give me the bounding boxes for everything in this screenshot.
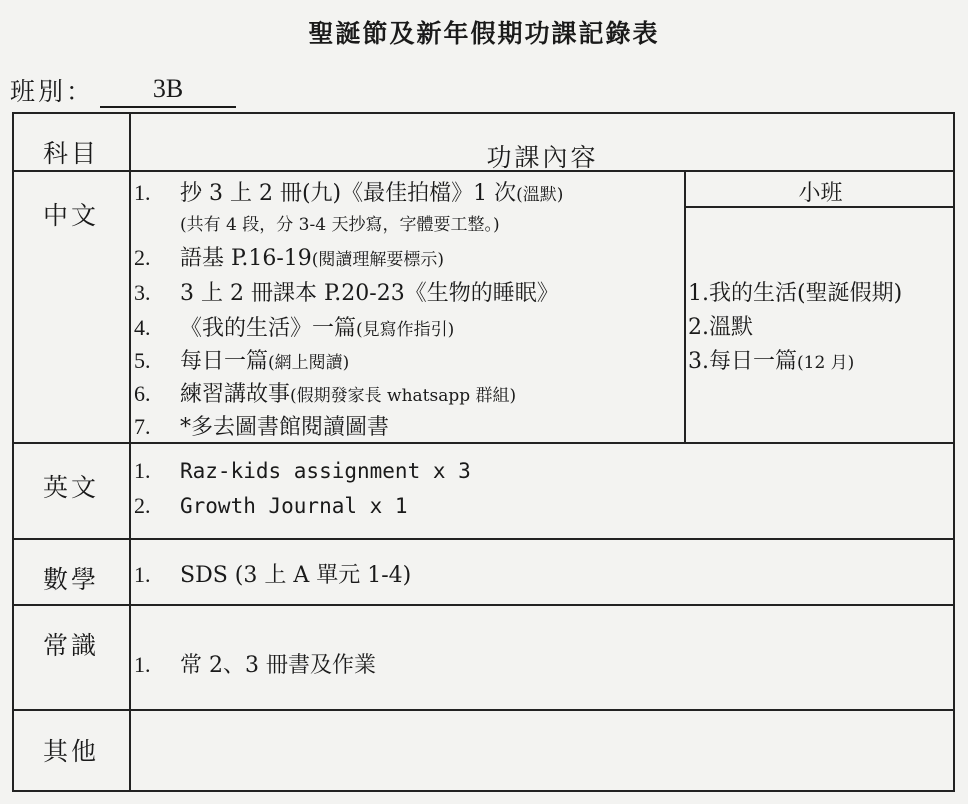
item-text: 常 2、3 冊書及作業 bbox=[180, 653, 376, 678]
item-text: 語基 P.16-19 bbox=[180, 246, 312, 271]
item-note: (見寫作指引) bbox=[356, 320, 455, 340]
class-line bbox=[10, 72, 236, 108]
item-number: 1. bbox=[134, 180, 151, 205]
list-item bbox=[134, 311, 454, 342]
item-text: Growth Journal x 1 bbox=[180, 494, 408, 518]
item-note: (共有 4 段，分 3-4 天抄寫，字體要工整。) bbox=[180, 215, 500, 235]
item-number: 7. bbox=[134, 414, 151, 439]
item-text: 每日一篇 bbox=[180, 349, 269, 374]
item-note: (閱讀理解要標示) bbox=[311, 250, 445, 270]
item-number: 1. bbox=[134, 652, 151, 677]
english-homework-list bbox=[134, 444, 934, 538]
small-class-item-text: 1.我的生活(聖誕假期) bbox=[688, 281, 903, 306]
list-item bbox=[134, 176, 563, 207]
class-value: 3B bbox=[100, 74, 236, 108]
row-divider-gs bbox=[12, 709, 955, 711]
item-number: 2. bbox=[134, 245, 151, 270]
table-border-bottom bbox=[12, 790, 955, 792]
item-number: 4. bbox=[134, 315, 151, 340]
subject-math: 數學 bbox=[42, 565, 99, 594]
list-item bbox=[134, 210, 500, 236]
list-item bbox=[134, 493, 408, 519]
small-class-item-text: 3.每日一篇 bbox=[688, 349, 797, 374]
item-note: (假期發家長 whatsapp 群組) bbox=[290, 386, 517, 406]
small-class-item bbox=[688, 310, 753, 341]
list-item bbox=[134, 410, 389, 441]
item-number: 5. bbox=[134, 348, 151, 373]
item-number: 1. bbox=[134, 562, 151, 587]
subject-general-studies: 常識 bbox=[42, 631, 99, 660]
item-text: 《我的生活》一篇 bbox=[180, 316, 357, 341]
small-class-divider bbox=[684, 170, 686, 442]
item-text: 抄 3 上 2 冊(九)《最佳拍檔》1 次 bbox=[180, 181, 517, 206]
homework-table bbox=[12, 112, 955, 792]
small-class-item bbox=[688, 276, 902, 307]
class-label: 班別： bbox=[10, 77, 95, 106]
item-text: 3 上 2 冊課本 P.20-23《生物的睡眠》 bbox=[180, 281, 559, 306]
item-text: 練習講故事 bbox=[180, 382, 291, 407]
page-title: 聖誕節及新年假期功課記錄表 bbox=[308, 19, 660, 48]
list-item bbox=[134, 377, 516, 408]
header-content: 功課內容 bbox=[486, 143, 599, 172]
table-border-right bbox=[953, 112, 955, 792]
table-border-top bbox=[12, 112, 955, 114]
small-class-item-text: 2.溫默 bbox=[688, 315, 753, 340]
math-homework-list bbox=[134, 540, 934, 604]
subject-chinese: 中文 bbox=[42, 201, 99, 230]
subject-others: 其他 bbox=[42, 737, 99, 766]
gs-homework-list bbox=[134, 606, 934, 709]
header-subject: 科目 bbox=[42, 139, 99, 168]
item-note: (溫默) bbox=[516, 185, 564, 205]
item-number: 3. bbox=[134, 280, 151, 305]
list-item bbox=[134, 241, 444, 272]
small-class-item bbox=[688, 344, 854, 375]
item-number: 1. bbox=[134, 458, 151, 483]
list-item bbox=[134, 344, 349, 375]
list-item bbox=[134, 276, 559, 307]
chinese-homework-list bbox=[134, 172, 684, 442]
list-item bbox=[134, 648, 376, 679]
item-number: 2. bbox=[134, 493, 151, 518]
item-text: SDS (3 上 A 單元 1-4) bbox=[180, 563, 412, 588]
list-item bbox=[134, 458, 471, 484]
small-class-item-note: (12 月) bbox=[797, 353, 855, 373]
item-text: Raz-kids assignment x 3 bbox=[180, 459, 471, 483]
item-number: 6. bbox=[134, 381, 151, 406]
small-class-title: 小班 bbox=[798, 181, 843, 206]
item-note: (網上閱讀) bbox=[268, 353, 350, 373]
subject-english: 英文 bbox=[42, 473, 99, 502]
list-item bbox=[134, 558, 411, 589]
item-text: *多去圖書館閱讀圖書 bbox=[180, 415, 390, 440]
